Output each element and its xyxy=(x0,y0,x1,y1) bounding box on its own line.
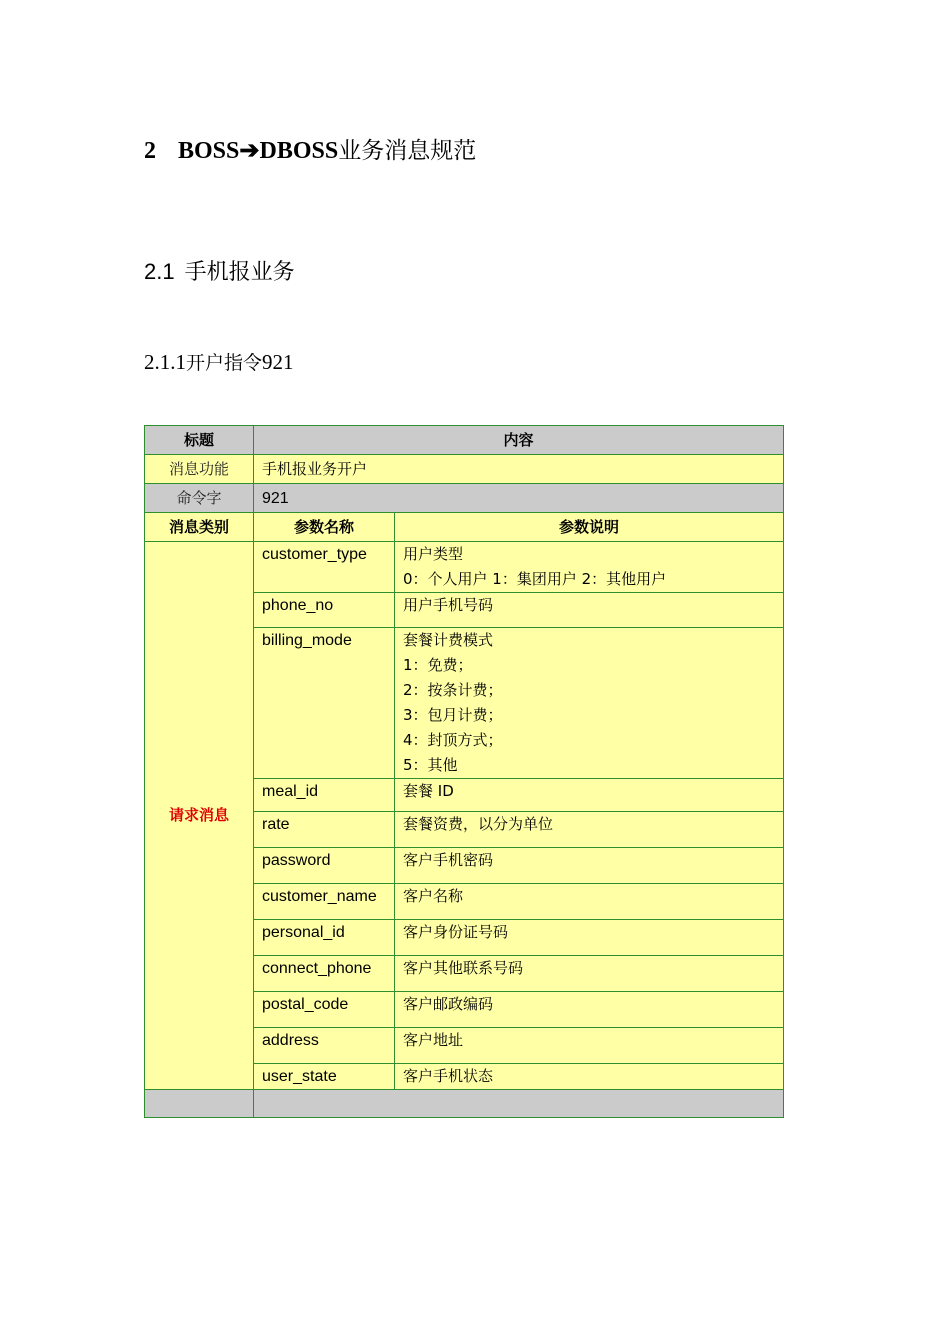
empty-cell xyxy=(254,1090,784,1118)
param-desc xyxy=(395,884,784,920)
header-content: 内容 xyxy=(254,426,784,455)
param-desc-line: 用户类型 xyxy=(403,545,464,563)
param-desc xyxy=(395,920,784,956)
heading-title-zh: 业务消息规范 xyxy=(338,138,477,164)
param-desc-line: 套餐 ID xyxy=(403,782,454,800)
param-desc-line: 客户身份证号码 xyxy=(403,923,509,941)
param-name: personal_id xyxy=(254,920,395,956)
param-desc-line: 用户手机号码 xyxy=(403,596,494,614)
param-desc-line: 客户其他联系号码 xyxy=(403,959,524,977)
param-name: meal_id xyxy=(254,779,395,812)
param-desc xyxy=(395,1064,784,1090)
param-desc-line: 客户名称 xyxy=(403,887,464,905)
empty-cell xyxy=(145,1090,254,1118)
command-value: 921 xyxy=(254,484,784,513)
param-desc xyxy=(395,848,784,884)
param-name: user_state xyxy=(254,1064,395,1090)
param-desc xyxy=(395,779,784,812)
section-number: 2 xyxy=(144,138,156,164)
param-desc-line: 5：其他 xyxy=(403,756,458,774)
subheader-category: 消息类别 xyxy=(145,513,254,542)
param-desc-line: 客户邮政编码 xyxy=(403,995,494,1013)
section-heading-2-1 xyxy=(144,255,295,286)
param-desc-line: 0：个人用户 1：集团用户 2：其他用户 xyxy=(403,570,667,588)
section-title: 手机报业务 xyxy=(184,260,295,285)
table-row xyxy=(145,542,784,593)
param-desc xyxy=(395,542,784,593)
param-desc-line: 1：免费； xyxy=(403,656,473,674)
param-desc xyxy=(395,593,784,628)
function-value: 手机报业务开户 xyxy=(254,455,784,484)
heading-dboss: DBOSS xyxy=(259,138,339,164)
param-desc-line: 客户地址 xyxy=(403,1031,464,1049)
request-message-label: 请求消息 xyxy=(145,542,254,1090)
section-title: 开户指令 xyxy=(186,352,263,374)
param-desc xyxy=(395,628,784,779)
param-desc-line: 2：按条计费； xyxy=(403,681,503,699)
param-name: rate xyxy=(254,812,395,848)
header-title: 标题 xyxy=(145,426,254,455)
param-name: address xyxy=(254,1028,395,1064)
arrow-icon: ➔ xyxy=(239,138,260,164)
function-label: 消息功能 xyxy=(145,455,254,484)
param-name: postal_code xyxy=(254,992,395,1028)
param-desc-line: 3：包月计费； xyxy=(403,706,503,724)
param-desc-line: 客户手机密码 xyxy=(403,851,494,869)
section-number: 2.1 xyxy=(144,259,175,284)
param-name: customer_type xyxy=(254,542,395,593)
param-name: connect_phone xyxy=(254,956,395,992)
heading-boss: BOSS xyxy=(178,138,240,164)
param-desc xyxy=(395,992,784,1028)
message-spec-table xyxy=(144,425,784,1118)
subheader-param-desc: 参数说明 xyxy=(395,513,784,542)
param-desc-line: 4：封顶方式； xyxy=(403,731,503,749)
param-desc xyxy=(395,1028,784,1064)
param-name: customer_name xyxy=(254,884,395,920)
section-number: 2.1.1 xyxy=(144,350,186,374)
param-name: phone_no xyxy=(254,593,395,628)
param-desc-line: 套餐资费，以分为单位 xyxy=(403,815,554,833)
empty-footer-row xyxy=(145,1090,784,1118)
param-desc-line: 套餐计费模式 xyxy=(403,631,494,649)
param-name: billing_mode xyxy=(254,628,395,779)
param-desc-line: 客户手机状态 xyxy=(403,1067,494,1085)
section-heading-2-1-1 xyxy=(144,348,294,375)
subheader-row xyxy=(145,513,784,542)
function-row xyxy=(145,455,784,484)
table-header-row xyxy=(145,426,784,455)
subheader-param-name: 参数名称 xyxy=(254,513,395,542)
command-code: 921 xyxy=(262,350,294,374)
param-desc xyxy=(395,812,784,848)
param-name: password xyxy=(254,848,395,884)
command-row xyxy=(145,484,784,513)
param-desc xyxy=(395,956,784,992)
command-label: 命令字 xyxy=(145,484,254,513)
section-heading-2 xyxy=(144,132,476,165)
